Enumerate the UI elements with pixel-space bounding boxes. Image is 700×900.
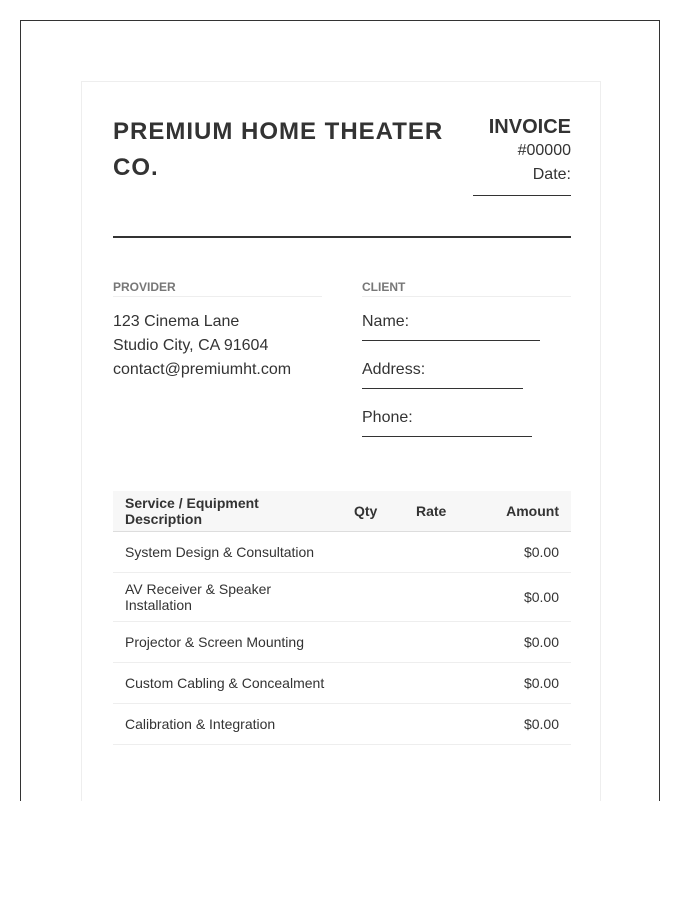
row-qty [342,622,404,663]
table-row [113,663,571,704]
row-amount: $0.00 [490,622,571,663]
header-amount: Amount [490,491,571,532]
row-qty [342,663,404,704]
row-description: Projector & Screen Mounting [113,622,342,663]
row-qty [342,704,404,745]
provider-address-line1: 123 Cinema Lane [113,313,240,330]
row-rate [404,622,490,663]
provider-email: contact@premiumht.com [113,361,292,378]
client-address-label: Address: [362,361,426,378]
invoice-title: INVOICE [488,116,571,138]
header-description: Service / Equipment Description [113,491,342,532]
provider-details [113,310,322,382]
company-name: PREMIUM HOME THEATER CO. [113,118,444,181]
header-rate: Rate [404,491,490,532]
header-qty: Qty [342,491,404,532]
row-description: AV Receiver & Speaker Installation [113,573,342,622]
provider-label: PROVIDER [113,280,322,297]
row-description: System Design & Consultation [113,532,342,573]
provider-block [113,280,322,382]
row-qty [342,532,404,573]
row-rate [404,663,490,704]
row-description: Custom Cabling & Concealment [113,663,342,704]
row-qty [342,573,404,622]
table-row [113,532,571,573]
line-items-table [113,491,571,745]
row-rate [404,573,490,622]
client-address-blank[interactable] [362,388,523,389]
row-amount: $0.00 [490,704,571,745]
row-amount: $0.00 [490,663,571,704]
invoice-date-blank[interactable] [473,195,571,196]
table-header-row [113,491,571,532]
row-rate [404,704,490,745]
client-details [362,310,571,437]
row-rate [404,532,490,573]
invoice-date-label: Date: [532,166,571,183]
client-name-label: Name: [362,313,410,330]
invoice-content [113,82,571,732]
table-row [113,704,571,745]
row-description: Calibration & Integration [113,704,342,745]
invoice-number: #00000 [517,142,571,159]
client-phone-label: Phone: [362,409,413,426]
client-name-blank[interactable] [362,340,540,341]
client-label: CLIENT [362,280,571,297]
row-amount: $0.00 [490,532,571,573]
row-amount: $0.00 [490,573,571,622]
invoice-document [81,81,601,801]
table-row [113,573,571,622]
table-row [113,622,571,663]
client-phone-blank[interactable] [362,436,532,437]
provider-address-line2: Studio City, CA 91604 [113,337,269,354]
client-block [362,280,571,454]
invoice-header [113,82,571,238]
invoice-meta [473,115,571,196]
